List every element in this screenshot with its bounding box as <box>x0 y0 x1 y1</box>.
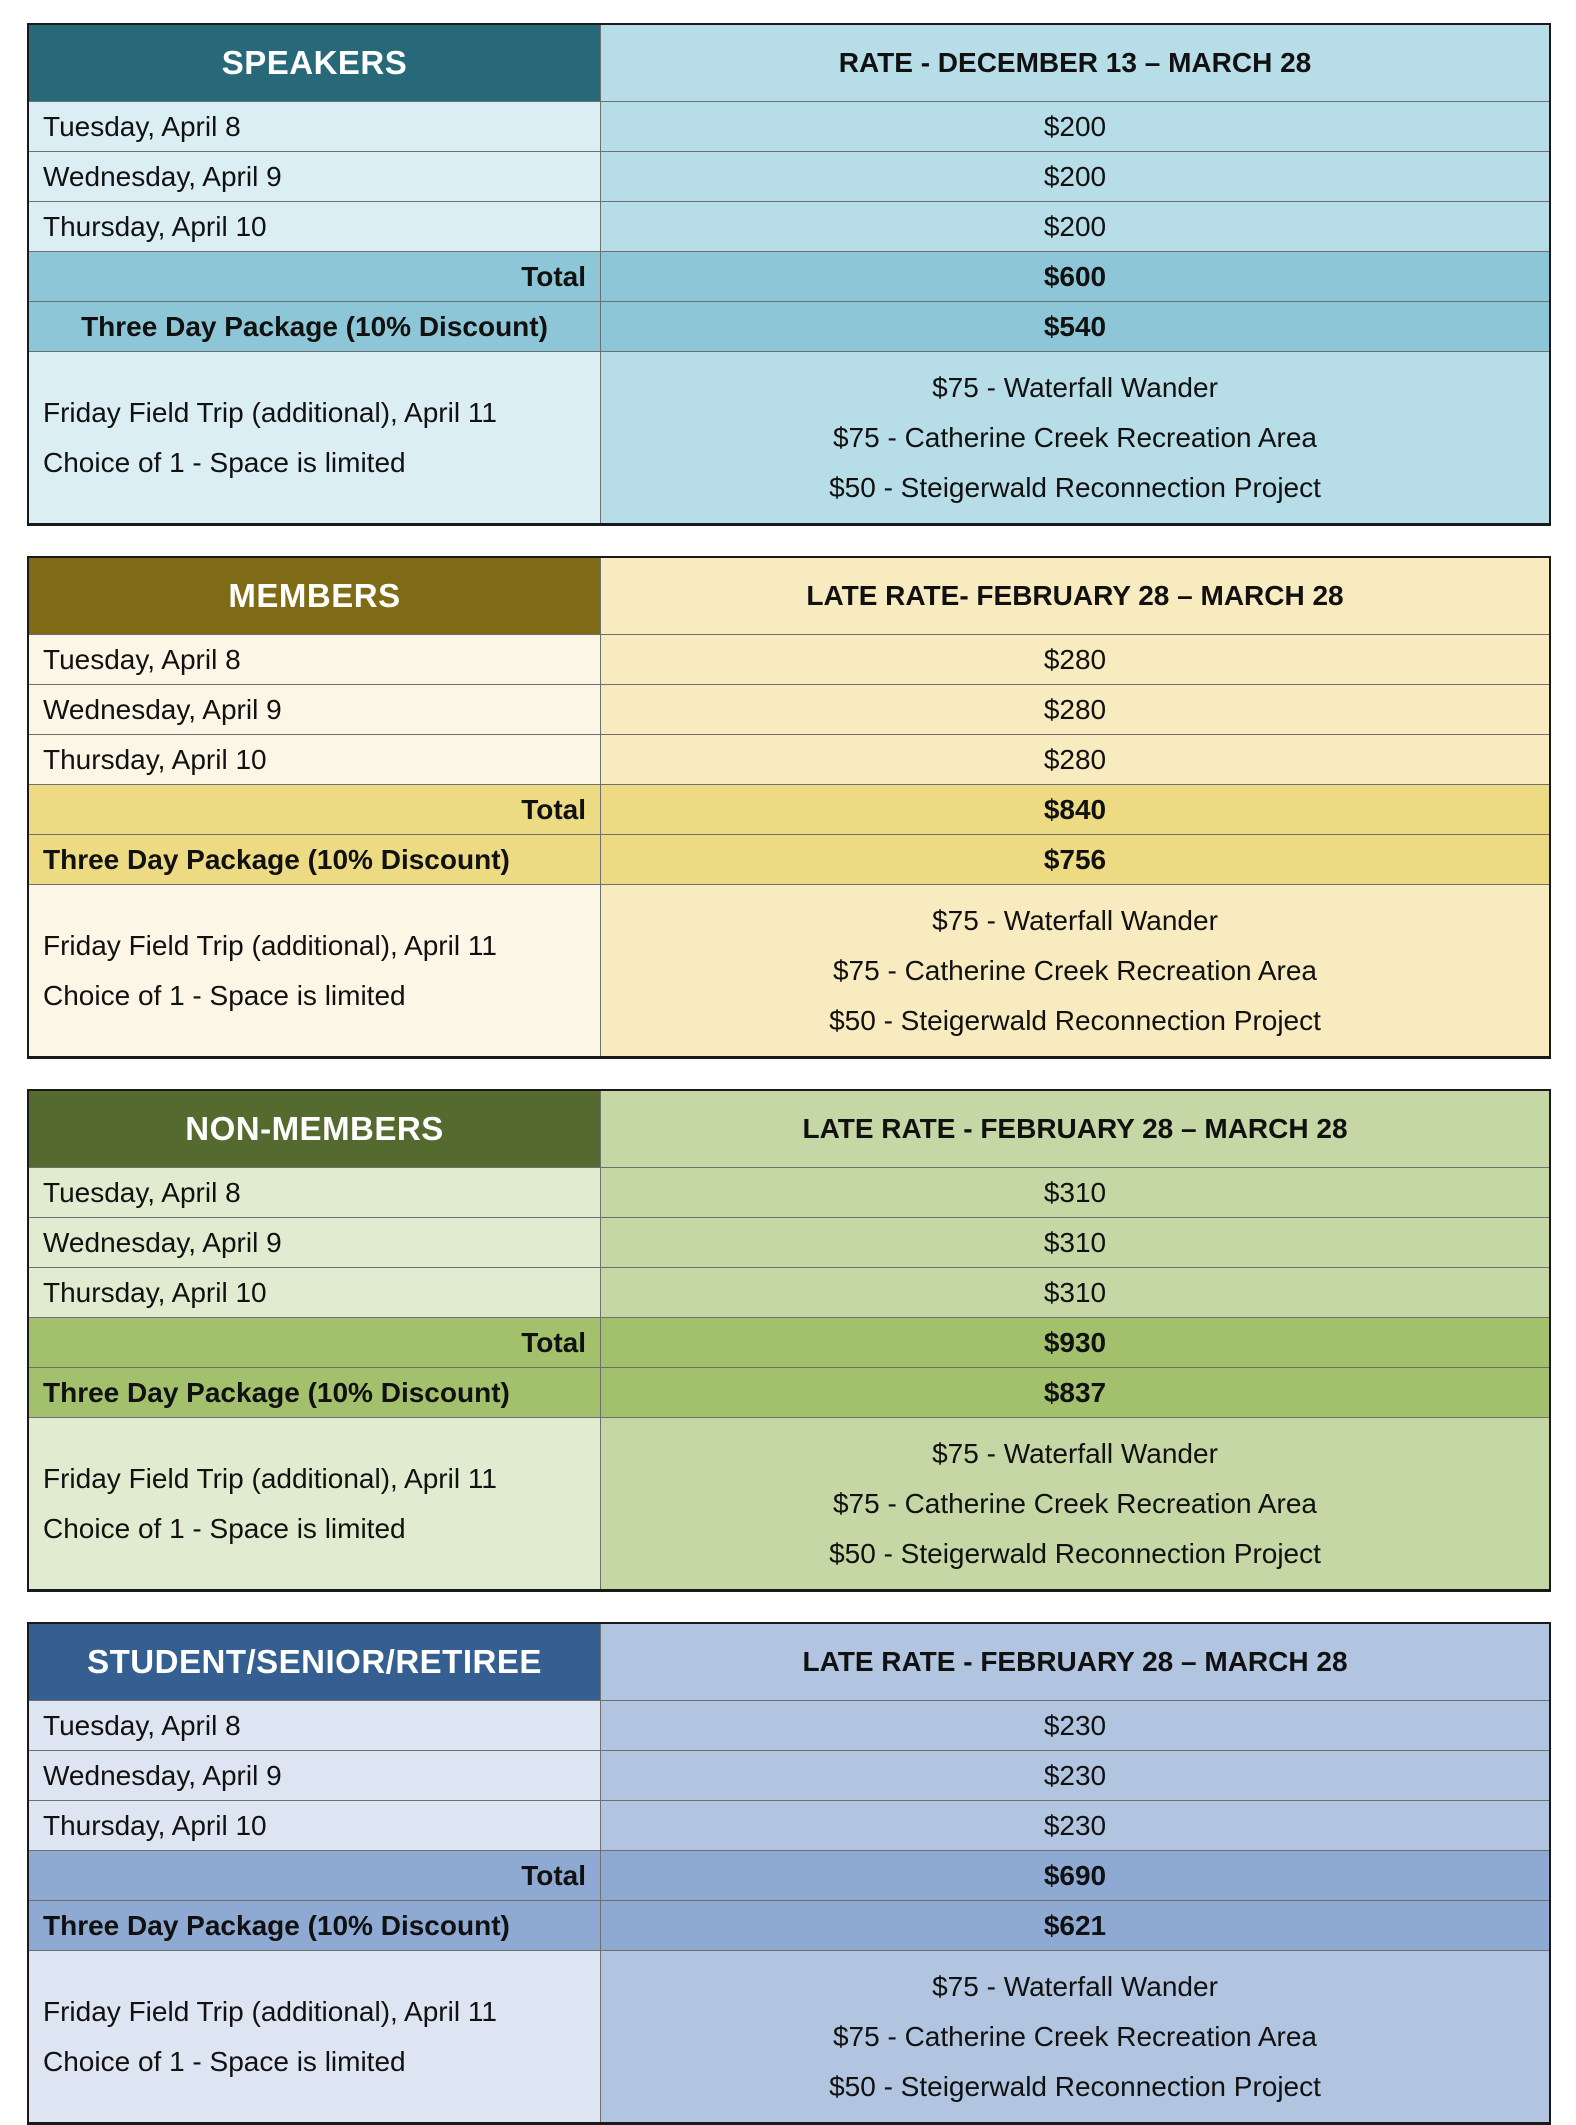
field-trip-option: $75 - Catherine Creek Recreation Area <box>832 2020 1318 2052</box>
table-row <box>29 1800 1549 1850</box>
field-trip-option: $75 - Waterfall Wander <box>932 904 1218 936</box>
package-label: Three Day Package (10% Discount) <box>29 1368 601 1417</box>
section-header <box>29 1624 1549 1700</box>
field-trip-option: $75 - Catherine Creek Recreation Area <box>832 421 1318 453</box>
table-row <box>29 1167 1549 1217</box>
field-trip-option: $50 - Steigerwald Reconnection Project <box>829 471 1321 503</box>
day-label: Tuesday, April 8 <box>29 1168 601 1217</box>
table-row <box>29 684 1549 734</box>
field-trip-options <box>601 885 1549 1056</box>
section-title: STUDENT/SENIOR/RETIREE <box>29 1624 601 1700</box>
rate-period: LATE RATE - FEBRUARY 28 – MARCH 28 <box>601 1091 1549 1167</box>
day-label: Tuesday, April 8 <box>29 1701 601 1750</box>
total-row <box>29 784 1549 834</box>
package-label: Three Day Package (10% Discount) <box>29 1901 601 1950</box>
package-row <box>29 1367 1549 1417</box>
day-price: $310 <box>601 1268 1549 1317</box>
field-trip-row <box>29 1950 1549 2122</box>
field-trip-options <box>601 1418 1549 1589</box>
section-header <box>29 558 1549 634</box>
table-row <box>29 734 1549 784</box>
package-label: Three Day Package (10% Discount) <box>29 835 601 884</box>
field-trip-option: $50 - Steigerwald Reconnection Project <box>829 1004 1321 1036</box>
table-row <box>29 634 1549 684</box>
table-row <box>29 1750 1549 1800</box>
day-price: $280 <box>601 735 1549 784</box>
field-trip-option: $75 - Catherine Creek Recreation Area <box>832 954 1318 986</box>
section-speakers <box>27 23 1551 526</box>
day-price: $200 <box>601 202 1549 251</box>
rate-period: LATE RATE - FEBRUARY 28 – MARCH 28 <box>601 1624 1549 1700</box>
day-label: Thursday, April 10 <box>29 735 601 784</box>
rate-tables <box>27 23 1551 2125</box>
day-price: $230 <box>601 1701 1549 1750</box>
day-price: $200 <box>601 152 1549 201</box>
section-title: MEMBERS <box>29 558 601 634</box>
total-label: Total <box>29 785 601 834</box>
total-label: Total <box>29 252 601 301</box>
package-row <box>29 301 1549 351</box>
day-label: Wednesday, April 9 <box>29 152 601 201</box>
table-row <box>29 1267 1549 1317</box>
section-non-members <box>27 1089 1551 1592</box>
field-trip-title: Friday Field Trip (additional), April 11 <box>43 1995 497 2027</box>
day-label: Wednesday, April 9 <box>29 1218 601 1267</box>
package-label: Three Day Package (10% Discount) <box>29 302 601 351</box>
field-trip-info <box>29 352 601 523</box>
day-label: Wednesday, April 9 <box>29 685 601 734</box>
day-price: $230 <box>601 1751 1549 1800</box>
total-price: $600 <box>601 252 1549 301</box>
field-trip-row <box>29 884 1549 1056</box>
field-trip-note: Choice of 1 - Space is limited <box>43 1512 406 1544</box>
day-price: $200 <box>601 102 1549 151</box>
package-row <box>29 834 1549 884</box>
day-price: $280 <box>601 685 1549 734</box>
section-members <box>27 556 1551 1059</box>
table-row <box>29 1217 1549 1267</box>
field-trip-info <box>29 885 601 1056</box>
section-header <box>29 25 1549 101</box>
total-label: Total <box>29 1851 601 1900</box>
field-trip-option: $75 - Waterfall Wander <box>932 371 1218 403</box>
day-price: $280 <box>601 635 1549 684</box>
total-row <box>29 1850 1549 1900</box>
field-trip-option: $75 - Waterfall Wander <box>932 1970 1218 2002</box>
package-row <box>29 1900 1549 1950</box>
field-trip-title: Friday Field Trip (additional), April 11 <box>43 1462 497 1494</box>
day-label: Thursday, April 10 <box>29 1801 601 1850</box>
field-trip-title: Friday Field Trip (additional), April 11 <box>43 396 497 428</box>
rate-period: LATE RATE- FEBRUARY 28 – MARCH 28 <box>601 558 1549 634</box>
total-price: $930 <box>601 1318 1549 1367</box>
field-trip-note: Choice of 1 - Space is limited <box>43 2045 406 2077</box>
field-trip-info <box>29 1418 601 1589</box>
day-label: Tuesday, April 8 <box>29 635 601 684</box>
section-title: NON-MEMBERS <box>29 1091 601 1167</box>
section-spacer <box>27 1059 1551 1089</box>
day-price: $310 <box>601 1168 1549 1217</box>
total-price: $690 <box>601 1851 1549 1900</box>
total-row <box>29 251 1549 301</box>
table-row <box>29 101 1549 151</box>
field-trip-option: $50 - Steigerwald Reconnection Project <box>829 2070 1321 2102</box>
package-price: $837 <box>601 1368 1549 1417</box>
section-spacer <box>27 1592 1551 1622</box>
field-trip-option: $75 - Waterfall Wander <box>932 1437 1218 1469</box>
section-title: SPEAKERS <box>29 25 601 101</box>
field-trip-info <box>29 1951 601 2122</box>
total-row <box>29 1317 1549 1367</box>
day-label: Thursday, April 10 <box>29 1268 601 1317</box>
section-header <box>29 1091 1549 1167</box>
field-trip-option: $75 - Catherine Creek Recreation Area <box>832 1487 1318 1519</box>
day-label: Wednesday, April 9 <box>29 1751 601 1800</box>
package-price: $621 <box>601 1901 1549 1950</box>
section-student-senior-retiree <box>27 1622 1551 2125</box>
section-spacer <box>27 526 1551 556</box>
day-label: Thursday, April 10 <box>29 202 601 251</box>
field-trip-title: Friday Field Trip (additional), April 11 <box>43 929 497 961</box>
field-trip-row <box>29 1417 1549 1589</box>
table-row <box>29 1700 1549 1750</box>
field-trip-note: Choice of 1 - Space is limited <box>43 446 406 478</box>
day-price: $230 <box>601 1801 1549 1850</box>
field-trip-options <box>601 352 1549 523</box>
table-row <box>29 201 1549 251</box>
total-price: $840 <box>601 785 1549 834</box>
day-label: Tuesday, April 8 <box>29 102 601 151</box>
field-trip-note: Choice of 1 - Space is limited <box>43 979 406 1011</box>
package-price: $756 <box>601 835 1549 884</box>
field-trip-row <box>29 351 1549 523</box>
total-label: Total <box>29 1318 601 1367</box>
rate-period: RATE - DECEMBER 13 – MARCH 28 <box>601 25 1549 101</box>
field-trip-options <box>601 1951 1549 2122</box>
package-price: $540 <box>601 302 1549 351</box>
table-row <box>29 151 1549 201</box>
day-price: $310 <box>601 1218 1549 1267</box>
field-trip-option: $50 - Steigerwald Reconnection Project <box>829 1537 1321 1569</box>
